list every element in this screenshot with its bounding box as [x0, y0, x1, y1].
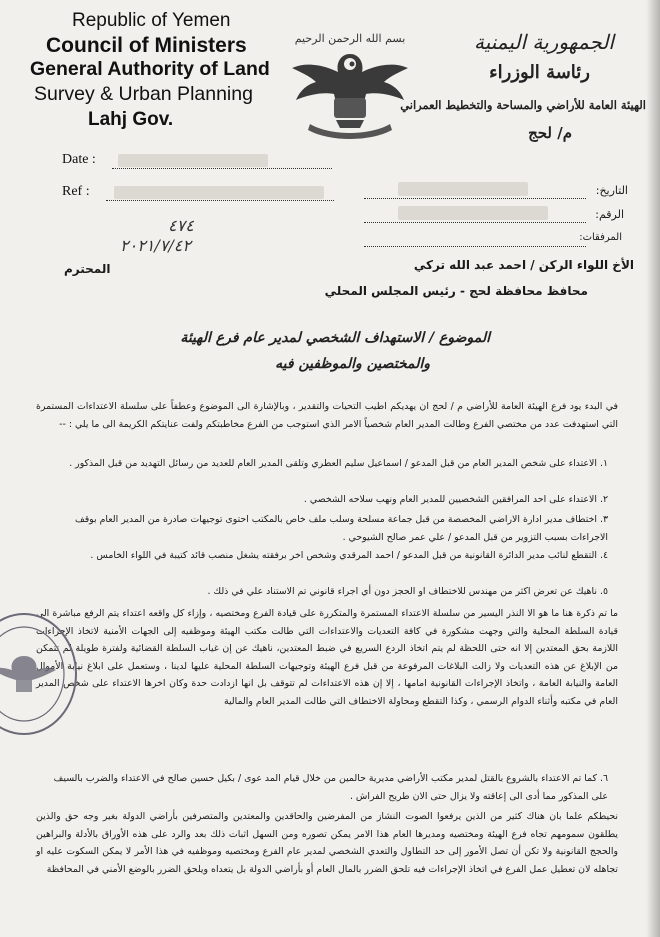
ref-line: [106, 200, 334, 201]
page-edge-shadow: [646, 0, 660, 937]
attachments-label-ar: المرفقات:: [579, 232, 622, 243]
date-line: [112, 168, 332, 169]
header-ar-line2: رئاسة الوزراء: [489, 62, 590, 83]
header-ar-line1: الجمهورية اليمنية: [473, 30, 614, 54]
list-item-3-number: ٣.: [599, 514, 608, 525]
handwritten-ref-date: ٢٠٢١/٧/٤٢: [120, 236, 191, 255]
list-item-4: [40, 547, 608, 565]
list-item-5-number: ٥.: [599, 586, 608, 597]
list-item-2: [40, 491, 608, 509]
handwritten-ref-number: ٤٧٤: [168, 216, 194, 235]
list-item-1: [40, 455, 608, 473]
body-intro: في البدء يود فرع الهيئة العامة للأراضي م / لحج ان يهديكم اطيب التحيات والتقدير ، وبالإشارة الى الموضوع وعطفاً على سلسلة الاعتداءات المستمرة التي استهدفت عدد من مختصي الفرع وطالت المدير العام شخصياً الامر الذي استوجب من الفرع مخاطبتكم ولفت عنايتكم الكريمة الى ما يلي : --: [36, 401, 618, 430]
header-en-line1: Republic of Yemen: [72, 10, 231, 31]
list-item-4-number: ٤.: [599, 550, 608, 561]
list-item-1-text: الاعتداء على شخص المدير العام من قبل المدعو / اسماعيل سليم العطري وتلقى المدير العام للعديد من رسائل التهديد من قبل المذكور .: [69, 458, 597, 469]
header-ar-line4: م/ لحج: [528, 124, 572, 142]
yemen-eagle-emblem: [280, 24, 420, 156]
header-en-line4: Survey & Urban Planning: [34, 83, 253, 105]
list-item-2-number: ٢.: [599, 494, 608, 505]
ref-ar-redaction: [398, 206, 548, 220]
addressee-honorific: المحترم: [64, 262, 111, 276]
subject-line2: والمختصين والموظفين فيه: [275, 356, 430, 372]
date-redaction: [118, 154, 268, 167]
list-item-5-text: ناهيك عن تعرض اكثر من مهندس للاختطاف او الحجز دون أي اجراء قانوني تم الاستناد علي في ذلك .: [207, 586, 597, 597]
attachments-line-ar: [364, 246, 586, 247]
header-en-line3: General Authority of Land: [30, 58, 270, 80]
addressee-line1: الأخ اللواء الركن / احمد عبد الله تركي: [413, 258, 634, 272]
ref-line-ar: [364, 222, 586, 223]
date-line-ar: [364, 198, 586, 199]
addressee-line2: محافظ محافظة لحج - رئيس المجلس المحلي: [324, 284, 588, 298]
subject-line1: الموضوع / الاستهداف الشخصي لمدير عام فرع الهيئة: [180, 330, 490, 346]
list-item-4-text: التقطع لنائب مدير الدائرة القانونية من قبل المدعو / احمد المرقدي وشخص اخر برفقته يشغل منصب قائد كتيبة في اللواء الخامس .: [90, 550, 597, 561]
official-stamp: [0, 608, 82, 740]
date-ar-redaction: [398, 182, 528, 196]
body-paragraph-2: ما تم ذكرة هنا ما هو الا النذر اليسير من سلسلة الاعتداء المستمرة والمتكررة على قيادة الفرع ومختصيه ، وإزاء كل واقعه اعتداء يتم الرفع مباشرة الى قيادة السلطة المحلية والتي وجهت مشكورة في كافة التعديات والاعتداءات التي طالت مكتب الهيئة وموظفيه إلى الجهات الأمنية لاتخاذ الإجراءات اللازمة بحق المعتدين إلا انه حتى اللحظة لم يتم اتخاذ الردع السريع في ضبط المعتدين، ناهيك عن إن غياب السلطة القضائية ولفترة طويلة لم تتمكن من الإبلاغ عن هذه التعديات ولا زالت البلاغات المرفوعة من قبل فرع الهيئة وتوجيهات السلطة المحلية عليها لدينا ، وستعمل على ابلاغ نيابة الأموال العامة والنيابة العامة ، واتخاذ الإجراءات القانونية امامها ، إلا إن هذه الاعتداءات لم تتوقف بل انها ازدادت حدة وكان اخرها الاعتداء على شخص المدير العام في مكتبه وأثناء الدوام الرسمي ، وكذا التقطع ومحاولة الاختطاف التي طالت المدير العام والمالية: [36, 608, 618, 707]
list-item-3-text: اختطاف مدير ادارة الاراضي المخصصة من قبل جماعة مسلحة وسلب ملف خاص بالمكتب احتوى توجيهات صادرة من المدير العام بوقف الاجراءات بسبب التزوير من قبل المدعو / علي عمر صالح الشيوحي .: [75, 514, 608, 543]
list-item-6-text: كما تم الاعتداء بالشروع بالقتل لمدير مكتب الأراضي مديرية حالمين من خلال قيام المد عوى / بكيل حسين صالح في الاعتداء والضرب بالسيف على المذكور مما أدى الى إعاقته ولا يزال حتى الان طريح الفراش .: [53, 773, 608, 802]
list-item-5: [40, 583, 608, 601]
emblem-caption: بسم الله الرحمن الرحيم: [294, 32, 406, 45]
list-item-2-text: الاعتداء على احد المرافقين الشخصيين للمدير العام ونهب سلاحه الشخصي .: [303, 494, 597, 505]
ref-redaction: [114, 186, 324, 199]
header-ar-line3: الهيئة العامة للأراضي والمساحة والتخطيط العمراني: [400, 98, 646, 112]
ref-label-ar: الرقم:: [595, 208, 624, 221]
list-item-6-number: ٦.: [599, 773, 608, 784]
date-label: Date :: [62, 152, 96, 167]
header-en-line5: Lahj Gov.: [88, 109, 174, 130]
header-en-line2: Council of Ministers: [46, 34, 247, 57]
body-paragraph-3: نحيطكم علما بان هناك كثير من الذين يرفعوا الصوت النشاز من المفرضين والحاقدين والمعتدين والمتصرفين بأراضي الدولة بغير وجه حق والذين يطلقون سمومهم تجاه فرع الهيئة ومختصيه ومديرها العام هذا الامر يمكن تصوره ومن السهل اثبات ذلك بعد والرد على هذه الأوراق بالأدلة والبراهين والحجج القانونية ولا تكن أن تصل الأمور إلى حد التطاول والتعدي الشخصي لمدير عام الفرع ومختصيه وموظفيه في هذا الأمر لا يمكن السكوت عليه او تجاهله لان تعطيل عمل الفرع في اتخاذ الإجراءات فيه تلحق الضرر بالمال العام أو بأراضي الدولة بل يتعداه ويلحق الضرر بالوضع الأمني في المحافظة: [36, 811, 618, 875]
date-label-ar: التاريخ:: [595, 184, 628, 197]
list-item-1-number: ١.: [599, 458, 608, 469]
list-item-6: [40, 770, 608, 805]
list-item-3: [40, 511, 608, 546]
ref-label: Ref :: [62, 184, 90, 199]
